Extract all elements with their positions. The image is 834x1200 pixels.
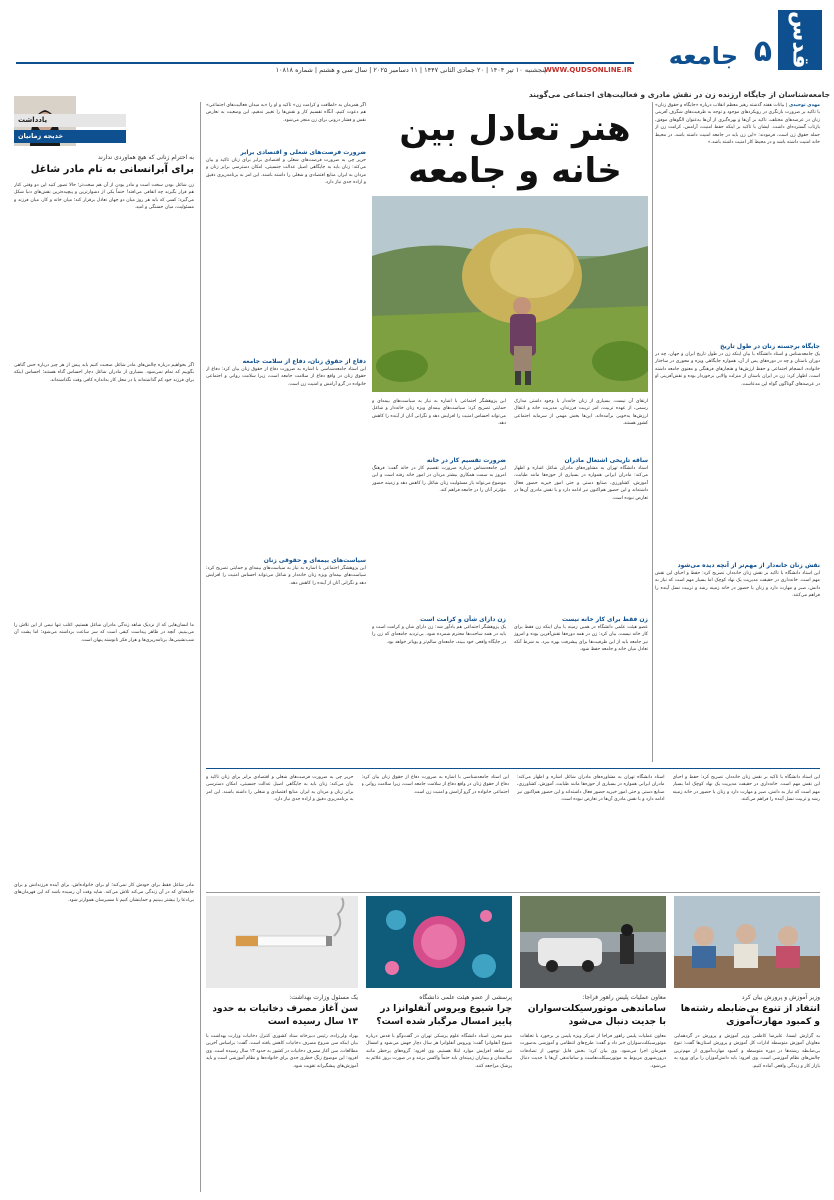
masthead — [0, 0, 834, 85]
lead-middle-column-b: این پژوهشگر اجتماعی با اشاره به نیاز به سیاست‌های بیمه‌ای و حمایتی تصریح کرد: سیاست‌های بیمه‌ای ویژه زنان خانه‌دار و شاغل می‌تواند احساس امنیت را افزایش دهد و نگرانی آنان از آینده را کاهش دهد. ضرورت تقسیم کار در خانه این جامعه‌شناس درباره ضرورت تقسیم کار در خانه گفت: فرهنگ امروز به سمت همکاری بیشتر مردان در امور خانه رفته است و این موضوع می‌تواند بار مسئولیت زنان شاغل را کاهش دهد و زمینه حضور مؤثرتر آنان را در جامعه فراهم کند. زن دارای شأن و کرامت است یک پژوهشگر اجتماعی هم یادآور شد: زن دارای شأن و کرامت است و باید در همه ساحت‌ها محترم شمرده شود. بی‌تردید جامعه‌ای که زن را در جایگاه واقعی خود ببیند، جامعه‌ای سالم‌تر و پویاتر خواهد بود. — [372, 399, 506, 645]
classroom-illustration — [674, 896, 820, 988]
lead-right-column — [655, 102, 820, 762]
story-body: مینو محرز، استاد دانشگاه علوم پزشکی تهران در گفت‌وگو با قدس درباره شیوع آنفلوانزا گفت: ویروس آنفلوانزا هر سال دچار جهش می‌شود و امسال نیز شاهد افزایش موارد ابتلا هستیم. وی افزود: گروه‌های پرخطر مانند سالمندان و بیماران زمینه‌ای باید حتماً واکسن بزنند و در صورت بروز علائم به پزشک مراجعه کنند. — [366, 1034, 512, 1069]
bottom-story-3 — [366, 896, 512, 1196]
column-author: خدیجه زمانیان — [14, 130, 126, 143]
story-kicker: یک مسئول وزارت بهداشت: — [289, 994, 358, 1001]
column-divider — [200, 102, 201, 1192]
story-body: معاون عملیات پلیس راهور فراجا از تمرکز ویژه پلیس بر برخورد با تخلفات موتورسیکلت‌سواران خبر داد و گفت: طرح‌های انتظامی و آموزشی به‌صورت همزمان اجرا می‌شود. وی بیان کرد: بخش قابل توجهی از تصادفات درون‌شهری مربوط به موتورسیکلت‌هاست و ساماندهی آن‌ها با جدیت دنبال می‌شود. — [520, 1034, 666, 1069]
traffic-illustration — [520, 896, 666, 988]
story-kicker: معاون عملیات پلیس راهور فراجا: — [582, 994, 666, 1001]
bottom-story-1 — [674, 896, 820, 1196]
cigarette-illustration — [206, 896, 358, 988]
lead-left-column: اگر همزمان به «لطافت و کرامت زن» تاکید و او را «به میدان فعالیت‌های اجتماعی» هم دعوت کنیم، آنگاه تقسیم کار و نقش‌ها را تغییر ندهیم، این وضعیت به تعارض نقش و فشار درونی برای زن منجر می‌شود. ضرورت فرصت‌های شغلی و اقتصادی برابر حریر چی به ضرورت فرصت‌های شغلی و اقتصادی برابر برای زنان تاکید و بیان می‌کند: زنان باید به جایگاهی اصیل عدالت جنسیتی، امکان دسترسی برابر زنان و مردان به ابزار، منابع اقتصادی و شغلی را داشته باشند. این امر به برنامه‌ریزی دقیق و اراده جدی نیاز دارد. دفاع از حقوق زنان، دفاع از سلامت جامعه این استاد جامعه‌شناسی با اشاره به ضرورت دفاع از حقوق زنان بیان کرد: دفاع از حقوق زنان در واقع دفاع از سلامت جامعه است، زیرا سلامت روانی و اجتماعی خانواده در گرو آرامش و امنیت زن است. سیاست‌های بیمه‌ای و حقوقی زنان این پژوهشگر اجتماعی با اشاره به نیاز به سیاست‌های بیمه‌ای و حمایتی تصریح کرد: سیاست‌های بیمه‌ای ویژه زنان خانه‌دار و شاغل می‌تواند احساس امنیت را افزایش دهد و نگرانی آنان از آینده را کاهش دهد. — [206, 103, 366, 586]
lead-continuation: این استاد دانشگاه با تاکید بر نقش زنان خانه‌دار، تصریح کرد: حفظ و احیای این نقش مهم است. خانه‌داری در حقیقت مدیریت یک نهاد کوچک اما بسیار مهم است که نیاز به دانش، صبر و مهارت دارد و زنان با حضور در خانه زمینه رشد و تربیت نسل آینده را فراهم می‌کنند. استاد دانشگاه تهران به مشاوره‌های مادران شاغل اشاره و اظهار می‌کند: مادران ایرانی همواره در بسیاری از حوزه‌ها مانند طبابت، آموزش، کشاورزی، صنایع دستی و حتی امور خیریه حضور فعال داشته‌اند و این حضور هم‌اکنون نیز ادامه دارد و با نقش مادری آن‌ها در تعارض نبوده است. این استاد جامعه‌شناسی با اشاره به ضرورت دفاع از حقوق زنان بیان کرد: دفاع از حقوق زنان در واقع دفاع از سلامت جامعه است، زیرا سلامت روانی و اجتماعی خانواده در گرو آرامش و امنیت زن است. حریر چی به ضرورت فرصت‌های شغلی و اقتصادی برابر برای زنان تاکید و بیان می‌کند: زنان باید به جایگاهی اصیل عدالت جنسیتی، امکان دسترسی برابر زنان و مردان به ابزار، منابع اقتصادی و شغلی را داشته باشند. این امر به برنامه‌ریزی دقیق و اراده جدی نیاز دارد. — [206, 775, 820, 803]
lead-intro: مهدی توحیدی | بیانات هفته گذشته رهبر معظم انقلاب درباره «جایگاه و حقوق زنان» با تاکید بر ضرورت بازنگری در رویکردهای موجود و توجه به ظرفیت‌های شگرف آفرینی زنان در عرصه‌های مختلف، تاکید بر آن‌ها و بهره‌گیری از آن‌ها به‌عنوان الگوهای موفق، بازتاب گسترده‌ای داشت. ایشان با تاکید بر اینکه حفظ امنیت، آرامش، کرامت زن از جمله حقوق زن است، فرمودند: «این زن باید در جامعه امنیت داشته باشد، در محیط خانه امنیت داشته باشد و در محیط کار امنیت داشته باشد.» — [655, 103, 820, 146]
story-body: بهزاد ولی‌زاده، رئیس دبیرخانه ستاد کشوری کنترل دخانیات وزارت بهداشت با بیان اینکه سن شروع مصرف دخانیات کاهش یافته است، گفت: براساس آخرین مطالعات، سن آغاز مصرف دخانیات در کشور به حدود ۱۳ سال رسیده است. وی افزود: این موضوع زنگ خطری جدی برای خانواده‌ها و نظام آموزشی است و باید آموزش‌های پیشگیرانه تقویت شود. — [206, 1034, 358, 1069]
mid-subheading-4: زن دارای شأن و کرامت است — [420, 616, 506, 623]
mid-subheading-2: زن فقط برای کار خانه نیست — [561, 616, 648, 623]
lead-subheading-1: جایگاه برجسته زنان در طول تاریخ — [720, 343, 820, 350]
car-shape — [538, 938, 602, 966]
right-subheading-3: سیاست‌های بیمه‌ای و حقوقی زنان — [263, 557, 366, 564]
header-rule — [16, 62, 634, 64]
story-photo-classroom — [674, 896, 820, 988]
right-subheading-1: ضرورت فرصت‌های شغلی و اقتصادی برابر — [240, 149, 366, 156]
column-kicker: به احترام زنانی که هیچ هماوردی ندارند — [97, 154, 194, 161]
bottom-stories-rule — [206, 768, 820, 769]
opinion-column — [14, 96, 194, 1192]
headline-line-1: هنر تعادل بین — [399, 109, 631, 149]
lead-text-1: یک جامعه‌شناس و استاد دانشگاه با بیان اینکه زن در طول تاریخ ایران و جهان، چه در دوران باستان و چه در دوره‌های پس از آن، همواره جایگاهی ویژه و محوری در ساختار خانواده، انسجام اجتماعی و حفظ ارزش‌ها و هنجارهای فرهنگی و معنوی جامعه داشته است، اظهار کرد: زن در ایران باستان از منزلت والایی برخوردار بوده و نقش‌آفرینی او در عرصه‌های گوناگون گواه این مدعاست. — [655, 352, 820, 387]
date-line: پنجشنبه ۱۰ تیر ۱۴۰۴ | ۲۰ جمادی الثانی ۱۴۴۷ | ۱۱ دسامبر ۲۰۲۵ | سال سی و هشتم | شماره ۱۰۸۱۸ — [275, 66, 546, 74]
column-title: برای آبرانسانی به نام مادر شاغل — [30, 164, 194, 175]
column-label: یادداشت — [14, 114, 126, 127]
lead-headline — [390, 108, 640, 192]
mid-subheading-1: ساقه تاریخی اشتغال مادران — [564, 457, 648, 464]
lead-photo — [372, 196, 648, 392]
website-url[interactable]: WWW.QUDSONLINE.IR — [544, 66, 632, 74]
motorcycle-rider — [620, 934, 634, 964]
story-title[interactable]: ساماندهی موتورسیکلت‌سواران با جدیت دنبال می‌شود — [527, 1004, 666, 1027]
story-photo-virus — [366, 896, 512, 988]
story-title[interactable]: سن آغاز مصرف دخانیات به حدود ۱۳ سال رسیده است — [212, 1004, 358, 1027]
headline-line-2: خانه و جامعه — [408, 151, 622, 191]
story-kicker: وزیر آموزش و پرورش بیان کرد — [741, 994, 820, 1001]
story-title[interactable]: چرا شیوع ویروس آنفلوانزا در پاییز امسال مرگبار شده است؟ — [376, 1004, 512, 1027]
lead-kicker: جامعه‌شناسان از جایگاه ارزنده زن در نقش مادری و فعالیت‌های اجتماعی می‌گویند — [528, 90, 830, 99]
lead-middle-column-a: ارتقای آن نیست. بسیاری از زنان خانه‌دار با وجود داشتن مدارک رسمی، از عهده تربیت، امر تربیت فرزندان، مدیریت خانه و انتقال ارزش‌ها به‌خوبی برآمده‌اند. این‌ها بخش مهمی از سرمایه اجتماعی کشور هستند. ساقه تاریخی اشتغال مادران استاد دانشگاه تهران به مشاوره‌های مادران شاغل اشاره و اظهار می‌کند: مادران ایرانی همواره در بسیاری از حوزه‌ها مانند طبابت، آموزش، کشاورزی، صنایع دستی و حتی امور خیریه حضور فعال داشته‌اند و این حضور هم‌اکنون نیز ادامه دارد و با نقش مادری آن‌ها در تعارض نبوده است. زن فقط برای کار خانه نیست عضو هیئت علمی دانشگاه در همین زمینه با بیان اینکه زن فقط برای کار خانه نیست، بیان کرد: زن در همه دوره‌ها نقش‌آفرین بوده و امروز نیز جامعه باید از این ظرفیت‌ها برای پیشرفت بهره ببرد. به شرط آنکه تعادل میان خانه و جامعه حفظ شود. — [514, 399, 648, 653]
virus-illustration — [366, 896, 512, 988]
right-subheading-2: دفاع از حقوق زنان، دفاع از سلامت جامعه — [242, 358, 366, 365]
page-number: ۵ — [753, 34, 772, 69]
section-title: جامعه — [668, 42, 738, 70]
lead-byline: مهدی توحیدی — [788, 103, 820, 108]
bottom-story-4 — [206, 896, 358, 1196]
woman-face — [513, 297, 531, 315]
story-title[interactable]: انتقاد از تنوع بی‌ضابطه رشته‌ها و کمبود مهارت‌آموزی — [680, 1004, 820, 1027]
mid-subheading-3: ضرورت تقسیم کار در خانه — [426, 457, 506, 464]
lead-subheading-2: نقش زنان خانه‌دار از مهم‌تر از آنچه دیده می‌شود — [677, 562, 820, 569]
story-photo-cigarette — [206, 896, 358, 988]
lead-text-2: این استاد دانشگاه با تاکید بر نقش زنان خانه‌دار، تصریح کرد: حفظ و احیای این نقش مهم است. خانه‌داری در حقیقت مدیریت یک نهاد کوچک اما بسیار مهم است که نیاز به دانش، صبر و مهارت دارد و زنان با حضور در خانه زمینه رشد و تربیت نسل آینده را فراهم می‌کنند. — [655, 571, 820, 599]
bottom-story-2 — [520, 896, 666, 1196]
newspaper-logo: قدس — [778, 10, 822, 70]
photo-illustration — [372, 196, 648, 392]
story-kicker: پرسشی از عضو هیئت علمی دانشگاه — [419, 994, 512, 1001]
story-photo-traffic — [520, 896, 666, 988]
story-body: به گزارش ایسنا، علیرضا کاظمی وزیر آموزش و پرورش در گردهمایی معاونان آموزش متوسطه ادارات کل آموزش و پرورش استان‌ها گفت: تنوع بی‌ضابطه رشته‌ها در دوره متوسطه و کمبود مهارت‌آموزی از مهم‌ترین چالش‌های نظام آموزشی است. وی افزود: باید دانش‌آموزان را برای ورود به بازار کار و زندگی واقعی آماده کنیم. — [674, 1034, 820, 1069]
column-body: زن شاغل بودن سخت است و مادر بودن از آن هم سخت‌تر؛ حالا تصور کنید این دو وقتی کنار هم قرار بگیرند چه اتفاقی می‌افتد! حتماً یکی از دشوارترین و پیچیده‌ترین نقش‌های دنیا شکل می‌گیرد؛ کسی که باید هر روز میان دو جهان تعادل برقرار کند؛ میان خانه و کار، میان فرزند و مسئولیت، میان خستگی و امید. اگر بخواهیم درباره چالش‌های مادر شاغل صحبت کنیم باید پیش از هر چیز درباره حس گناهی بگوییم که تمام نمی‌شود. بسیاری از مادران شاغل دچار احساس گناه هستند؛ احساس اینکه برای فرزند خود کم گذاشته‌اند یا در محل کار به‌اندازه کافی وقت نگذاشته‌اند. ما انسان‌هایی که از نزدیک شاهد زندگی مادران شاغل هستیم، اغلب تنها نیمی از این تلاش را می‌بینیم. آنچه در ظاهر پیداست کیفی است که سر ساعت برداشته می‌شود؛ اما پشت آن شب‌نشینی‌ها، برنامه‌ریزی‌ها و هزار فکر نانوشته پنهان است. مادر شاغل فقط برای خودش کار نمی‌کند؛ او برای خانواده‌اش، برای آینده فرزندانش و برای جامعه‌ای که در آن زندگی می‌کند تلاش می‌کند. شاید وقت آن رسیده باشد که این قهرمان‌های بی‌ادعا را بیشتر ببینیم و حمایتشان کنیم تا مسیرشان هموارتر شود. — [14, 183, 194, 903]
bottom-stories-rule-2 — [206, 892, 820, 893]
column-divider — [652, 102, 653, 762]
